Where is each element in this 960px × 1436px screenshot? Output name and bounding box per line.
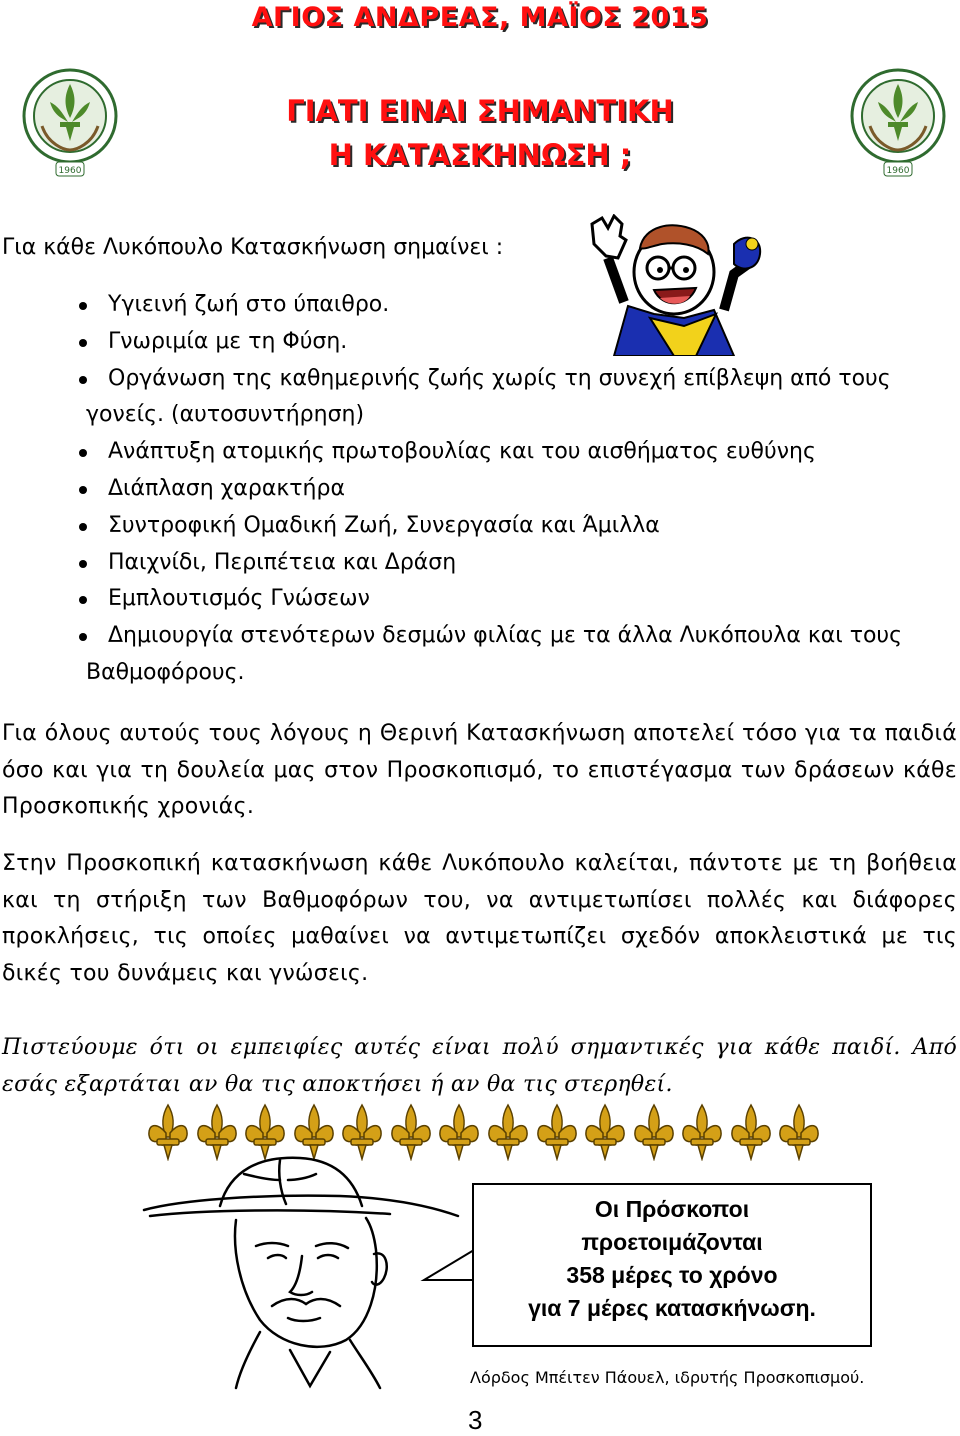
callout-pointer: [420, 1230, 480, 1300]
portrait-caption: Λόρδος Μπέιτεν Πάουελ, ιδρυτής Προσκοπισμού.: [470, 1368, 865, 1387]
bullet-icon: [79, 523, 87, 531]
paragraph-summer-camp: Για όλους αυτούς τους λόγους η Θερινή Κατασκήνωση αποτελεί τόσο για τα παιδιά όσο και για τη δουλεία μας στον Προσκοπισμό, το επιστέγασμα των δράσεων κάθε Προσκοπικής χρονιάς.: [2, 721, 957, 820]
bullet-icon: [79, 486, 87, 494]
bullet-icon: [79, 633, 87, 641]
list-item: Γνωριμία με τη Φύση.: [0, 324, 940, 361]
benefits-list: [0, 287, 940, 692]
callout-line: προετοιμάζονται: [581, 1229, 763, 1255]
bullet-icon: [79, 376, 87, 384]
fleur-de-lis-icon: [777, 1103, 821, 1165]
bullet-icon: [79, 560, 87, 568]
list-item: Δημιουργία στενότερων δεσμών φιλίας με τα άλλα Λυκόπουλα και τους Βαθμοφόρους.: [0, 618, 940, 692]
page-title-line2: Η ΚΑΤΑΣΚΗΝΩΣΗ ;: [328, 138, 632, 172]
bullet-icon: [79, 449, 87, 457]
list-item: Υγιεινή ζωή στο ύπαιθρο.: [0, 287, 940, 324]
fleur-de-lis-icon: [486, 1103, 530, 1165]
fleur-de-lis-icon: [535, 1103, 579, 1165]
quote-callout: [472, 1183, 872, 1347]
bullet-icon: [79, 339, 87, 347]
intro-text: Για κάθε Λυκόπουλο Κατασκήνωση σημαίνει :: [2, 235, 504, 260]
header-title: ΑΓΙΟΣ ΑΝΔΡΕΑΣ, ΜΑΪΟΣ 2015: [251, 2, 709, 33]
fleur-de-lis-icon: [729, 1103, 773, 1165]
bullet-icon: [79, 302, 87, 310]
list-item: Συντροφική Ομαδική Ζωή, Συνεργασία και Άμιλλα: [0, 508, 940, 545]
fleur-de-lis-icon: [632, 1103, 676, 1165]
paragraph-challenges: Στην Προσκοπική κατασκήνωση κάθε Λυκόπουλο καλείται, πάντοτε με τη βοήθεια και τη στήριξη των Βαθμοφόρων του, να αντιμετωπίσει πολλές και διάφορες προκλήσεις, τις οποίες μαθαίνει να αντιμετωπίζει σχεδόν αποκλειστικά με τις δικές του δυνάμεις και γνώσεις.: [2, 851, 957, 986]
list-item: Διάπλαση χαρακτήρα: [0, 471, 940, 508]
callout-line: για 7 μέρες κατασκήνωση.: [528, 1295, 816, 1321]
paragraph-belief: Πιστεύουμε ότι οι εμπειφίες αυτές είναι πολύ σημαντικές για κάθε παιδί. Από εσάς εξαρτάται αν θα τις αποκτήσει ή αν θα τις στερηθεί.: [2, 1035, 957, 1097]
svg-text:1960: 1960: [58, 166, 82, 176]
list-item: Ανάπτυξη ατομικής πρωτοβουλίας και του αισθήματος ευθύνης: [0, 434, 940, 471]
list-item: Εμπλουτισμός Γνώσεων: [0, 581, 940, 618]
list-item: Οργάνωση της καθημερινής ζωής χωρίς τη συνεχή επίβλεψη από τους γονείς. (αυτοσυντήρηση): [0, 361, 940, 435]
list-item: Παιχνίδι, Περιπέτεια και Δράση: [0, 545, 940, 582]
fleur-de-lis-icon: [583, 1103, 627, 1165]
page-number: 3: [468, 1405, 483, 1435]
svg-text:1960: 1960: [886, 166, 910, 176]
callout-line: 358 μέρες το χρόνο: [566, 1262, 778, 1288]
callout-line: Οι Πρόσκοποι: [594, 1196, 750, 1222]
page-title-line1: ΓΙΑΤΙ ΕΙΝΑΙ ΣΗΜΑΝΤΙΚΗ: [286, 94, 674, 128]
bullet-icon: [79, 596, 87, 604]
fleur-de-lis-icon: [680, 1103, 724, 1165]
